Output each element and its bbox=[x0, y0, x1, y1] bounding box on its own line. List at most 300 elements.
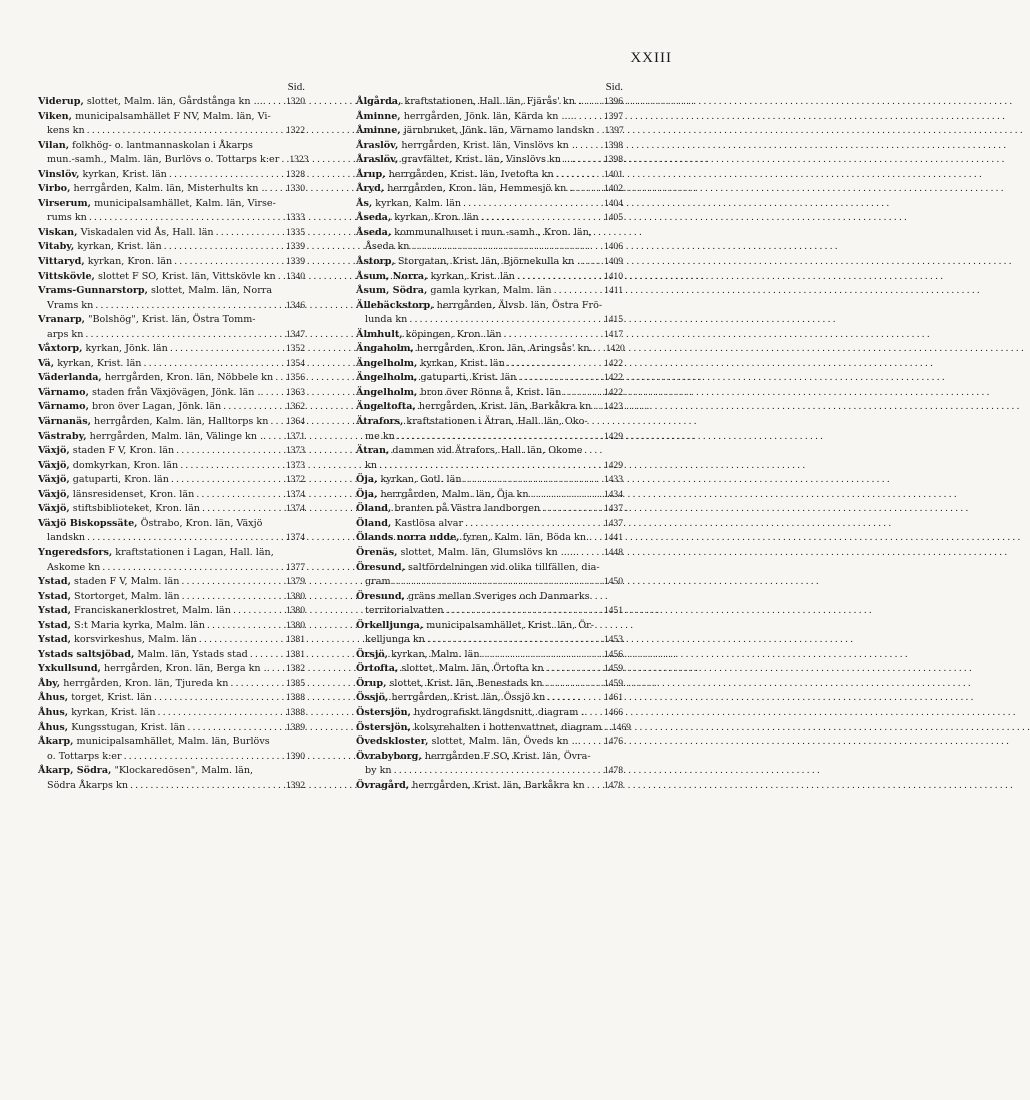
entry-line bbox=[356, 459, 623, 474]
entry-line bbox=[38, 255, 305, 270]
entry-text: länsresidenset, Kron. län bbox=[72, 488, 195, 500]
entry-line bbox=[356, 633, 623, 648]
entry-text: gravfältet, Krist. län, Vinslövs kn .... bbox=[401, 154, 577, 166]
entry-name: Ås, bbox=[356, 197, 373, 209]
entry-text: staden F V, Malm. län bbox=[74, 576, 180, 588]
entry-text: municipalsamhället F NV, Malm. län, Vi- bbox=[75, 110, 271, 122]
entry-line bbox=[38, 764, 305, 779]
entry-line bbox=[356, 488, 623, 503]
entry-text: torget, Krist. län bbox=[71, 692, 152, 704]
entry-line bbox=[38, 546, 305, 561]
entry-name: Ängelholm, bbox=[356, 357, 418, 369]
entry-line bbox=[356, 750, 623, 765]
entry-name: Ystads saltsjöbad, bbox=[38, 648, 135, 660]
entry-line bbox=[356, 284, 623, 299]
entry-text: herrgården, Kalm. län, Misterhults kn .. bbox=[73, 183, 268, 195]
page-column-header: Sid. bbox=[605, 81, 623, 93]
leader-dots bbox=[202, 502, 284, 517]
entry-name: Växjö, bbox=[38, 474, 70, 486]
leader-dots bbox=[577, 182, 601, 197]
entry-line bbox=[38, 284, 305, 299]
entry-text: herrgården, Kron. län, Tjureda kn bbox=[63, 677, 229, 689]
entry-line bbox=[356, 197, 623, 212]
entry-name: Ystad, bbox=[38, 576, 71, 588]
entry-text: by kn bbox=[365, 765, 392, 777]
leader-dots bbox=[170, 342, 284, 357]
index-entry bbox=[356, 182, 623, 197]
leader-dots bbox=[598, 342, 604, 357]
leader-dots bbox=[182, 590, 284, 605]
entry-line bbox=[38, 735, 305, 750]
entry-line bbox=[356, 706, 623, 721]
page-column-header: Sid. bbox=[287, 81, 305, 93]
leader-dots bbox=[589, 706, 601, 721]
entry-page-number: 1379 bbox=[285, 576, 305, 588]
entry-page-number: 1433 bbox=[603, 474, 623, 486]
entry-name: Vilan, bbox=[38, 139, 70, 151]
entry-line bbox=[38, 721, 305, 736]
index-entry bbox=[356, 299, 623, 328]
entry-name: Åstorp, bbox=[356, 256, 395, 268]
leader-dots bbox=[393, 575, 602, 590]
entry-text: herrgården, Malm. län, Välinge kn .. bbox=[89, 430, 267, 442]
entry-name: Öresund, bbox=[356, 590, 405, 602]
index-entry bbox=[38, 430, 305, 445]
entry-name: Virserum, bbox=[38, 197, 91, 209]
entry-name: Växjö Biskopssäte, bbox=[38, 517, 138, 529]
entry-text: municipalsamhället, Malm. län, Burlövs bbox=[76, 736, 270, 748]
entry-text: S:t Maria kyrka, Malm. län bbox=[74, 619, 205, 631]
entry-name: Åby, bbox=[38, 677, 61, 689]
index-entry bbox=[38, 444, 305, 459]
leader-dots bbox=[580, 139, 602, 154]
entry-name: Åkarp, bbox=[38, 736, 74, 748]
entry-line bbox=[356, 342, 623, 357]
leader-dots bbox=[593, 400, 602, 415]
entry-page-number: 1434 bbox=[603, 488, 623, 500]
entry-line bbox=[356, 110, 623, 125]
entry-text: o. Tottarps k:er bbox=[47, 750, 122, 762]
index-entry bbox=[38, 371, 305, 386]
leader-dots bbox=[89, 211, 284, 226]
entry-text: Viskadalen vid Ås, Hall. län bbox=[80, 226, 214, 238]
entry-name: Öland, bbox=[356, 517, 392, 529]
entry-name: Övedskloster, bbox=[356, 736, 429, 748]
entry-text: domkyrkan, Kron. län bbox=[72, 459, 179, 471]
entry-page-number: 1429 bbox=[603, 430, 623, 442]
leader-dots bbox=[545, 677, 602, 692]
entry-line bbox=[38, 561, 305, 576]
entry-name: Ystad, bbox=[38, 619, 71, 631]
entry-name: Ängelholm, bbox=[356, 386, 418, 398]
leader-dots bbox=[270, 182, 284, 197]
entry-page-number: 1339 bbox=[285, 241, 305, 253]
entry-text: järnbruket, Jönk. län, Värnamo landskn bbox=[403, 125, 595, 137]
entry-line bbox=[356, 430, 623, 445]
index-column-left bbox=[38, 80, 309, 793]
entry-line bbox=[38, 357, 305, 372]
entry-text: folkhög- o. lantmannaskolan i Åkarps bbox=[72, 139, 253, 151]
entry-line bbox=[356, 546, 623, 561]
entry-name: Vinslöv, bbox=[38, 168, 80, 180]
entry-page-number: 1328 bbox=[285, 168, 305, 180]
leader-dots bbox=[268, 95, 284, 110]
entry-name: Viskan, bbox=[38, 226, 78, 238]
entry-page-number: 1330 bbox=[285, 183, 305, 195]
leader-dots bbox=[542, 502, 602, 517]
entry-line bbox=[356, 211, 623, 226]
leader-dots bbox=[394, 764, 602, 779]
entry-text: bron över Lagan, Jönk. län bbox=[91, 401, 222, 413]
entry-name: Ålgårda, bbox=[356, 96, 402, 107]
entry-page-number: 1402 bbox=[603, 183, 623, 195]
index-entry bbox=[38, 488, 305, 503]
entry-name: Ällebäckstorp, bbox=[356, 299, 434, 311]
leader-dots bbox=[546, 662, 602, 677]
entry-line bbox=[356, 604, 623, 619]
leader-dots bbox=[481, 211, 602, 226]
entry-name: Åminne, bbox=[356, 110, 401, 122]
entry-name: Ängaholm, bbox=[356, 343, 414, 355]
index-entry bbox=[356, 561, 623, 590]
index-entry bbox=[38, 226, 305, 241]
entry-name: Växjö, bbox=[38, 445, 70, 457]
leader-dots bbox=[482, 648, 602, 663]
index-entry bbox=[38, 255, 305, 270]
entry-line bbox=[356, 270, 623, 285]
index-entry bbox=[38, 197, 305, 226]
index-entry bbox=[38, 182, 305, 197]
index-entry bbox=[38, 648, 305, 663]
index-entry bbox=[356, 415, 623, 444]
entry-name: Östersjön, bbox=[356, 706, 411, 718]
entry-name: Örenäs, bbox=[356, 546, 398, 558]
index-entry bbox=[356, 750, 623, 779]
entry-text: rums kn bbox=[47, 212, 87, 224]
entry-text: kyrkan, Malm. län bbox=[391, 648, 480, 660]
entry-line bbox=[38, 750, 305, 765]
entry-text: bron över Rönne å, Krist. län bbox=[420, 386, 562, 398]
entry-page-number: 1437 bbox=[603, 517, 623, 529]
leader-dots bbox=[594, 531, 602, 546]
entry-text: kyrkan, Krist. län bbox=[71, 706, 156, 718]
index-entry bbox=[356, 517, 623, 532]
index-entry bbox=[356, 153, 623, 168]
leader-dots bbox=[102, 561, 284, 576]
index-entry bbox=[38, 240, 305, 255]
entry-page-number: 1392 bbox=[285, 779, 305, 791]
entry-text: "Klockaredösen", Malm. län, bbox=[114, 765, 254, 777]
entry-name: Växjö, bbox=[38, 459, 70, 471]
leader-dots bbox=[95, 299, 284, 314]
index-entry bbox=[356, 284, 623, 299]
index-entry bbox=[356, 735, 623, 750]
index-entry bbox=[356, 662, 623, 677]
entry-page-number: 1397 bbox=[603, 110, 623, 122]
leader-dots bbox=[230, 677, 283, 692]
page-folio: XXIII bbox=[630, 50, 672, 66]
entry-text: Vrams kn bbox=[47, 299, 94, 311]
entry-text: kyrkan, Krist. län bbox=[77, 241, 162, 253]
entry-line bbox=[356, 662, 623, 677]
entry-page-number: 1347 bbox=[285, 328, 305, 340]
entry-line bbox=[356, 400, 623, 415]
entry-text: korsvirkeshus, Malm. län bbox=[74, 634, 197, 646]
entry-text: staden F V, Kron. län bbox=[72, 445, 175, 457]
index-entry bbox=[356, 619, 623, 648]
entry-page-number: 1356 bbox=[285, 372, 305, 384]
entry-line bbox=[38, 153, 309, 168]
entry-page-number: 1397 bbox=[604, 125, 624, 137]
entry-page-number: 1374 bbox=[285, 532, 305, 544]
entry-page-number: 1441 bbox=[603, 532, 623, 544]
entry-page-number: 1476 bbox=[603, 736, 623, 748]
entry-line bbox=[38, 226, 305, 241]
index-entry bbox=[356, 197, 623, 212]
index-entry bbox=[38, 662, 305, 677]
entry-name: Ystad, bbox=[38, 605, 71, 617]
leader-dots bbox=[464, 473, 602, 488]
index-entry bbox=[356, 546, 623, 561]
leader-dots bbox=[379, 459, 602, 474]
entry-line bbox=[38, 779, 305, 794]
entry-page-number: 1374 bbox=[285, 488, 305, 500]
entry-name: Åkarp, Södra, bbox=[38, 765, 112, 777]
entry-text: Östrabo, Kron. län, Växjö bbox=[140, 517, 263, 529]
entry-page-number: 1372 bbox=[285, 474, 305, 486]
leader-dots bbox=[463, 197, 602, 212]
entry-line bbox=[356, 328, 623, 343]
entry-text: kyrkan, Krist. län bbox=[57, 357, 142, 369]
entry-page-number: 1371 bbox=[285, 430, 305, 442]
index-entry bbox=[356, 444, 623, 473]
entry-page-number: 1417 bbox=[603, 328, 623, 340]
entry-text: herrgården, Krist. län, Ivetofta kn bbox=[388, 168, 554, 180]
entry-page-number: 1340 bbox=[285, 270, 305, 282]
entry-name: Vittaryd, bbox=[38, 256, 85, 268]
entry-text: arps kn bbox=[47, 328, 84, 340]
entry-page-number: 1380 bbox=[285, 605, 305, 617]
entry-page-number: 1333 bbox=[285, 212, 305, 224]
leader-dots bbox=[278, 270, 284, 285]
entry-line bbox=[38, 444, 305, 459]
entry-name: Växjö, bbox=[38, 488, 70, 500]
index-entry bbox=[38, 473, 305, 488]
leader-dots bbox=[585, 255, 601, 270]
index-entry bbox=[38, 168, 305, 183]
entry-line bbox=[38, 110, 305, 125]
entry-text: köpingen, Kron. län bbox=[405, 328, 502, 340]
entry-text: municipalsamhället, Kalm. län, Virse- bbox=[94, 197, 276, 209]
entry-text: herrgården, Krist. län, Össjö kn bbox=[391, 692, 546, 704]
entry-text: Malm. län, Ystads stad bbox=[137, 648, 248, 660]
entry-name: Årup, bbox=[356, 168, 386, 180]
entry-name: Väderlanda, bbox=[38, 372, 102, 384]
leader-dots bbox=[518, 371, 601, 386]
entry-line bbox=[38, 517, 305, 532]
entry-page-number: 1364 bbox=[285, 416, 305, 428]
entry-name: Övrabyborg, bbox=[356, 750, 422, 762]
leader-dots bbox=[164, 240, 284, 255]
entry-text: landskn bbox=[47, 532, 86, 544]
entry-page-number: 1320 bbox=[285, 96, 305, 107]
entry-line bbox=[38, 139, 305, 154]
entry-text: gamla kyrkan, Malm. län bbox=[430, 285, 552, 297]
entry-line bbox=[38, 488, 305, 503]
entry-text: herrgården, Kalm. län, Halltorps kn bbox=[94, 416, 269, 428]
index-entry bbox=[38, 619, 305, 634]
entry-text: stiftsbiblioteket, Kron. län bbox=[72, 503, 200, 515]
index-entry bbox=[356, 139, 623, 154]
entry-text: kyrkan, Kron. län bbox=[394, 212, 479, 224]
leader-dots bbox=[547, 691, 602, 706]
leader-dots bbox=[554, 284, 603, 299]
leader-dots bbox=[85, 328, 283, 343]
entry-text: herrgården, Jönk. län, Kärda kn ..... bbox=[403, 110, 577, 122]
entry-line bbox=[38, 371, 305, 386]
entry-page-number: 1451 bbox=[603, 605, 623, 617]
entry-text: kyrkan, Krist. län bbox=[82, 168, 167, 180]
entry-text: gram bbox=[365, 576, 391, 588]
index-entry bbox=[356, 691, 623, 706]
entry-line bbox=[38, 313, 305, 328]
entry-line bbox=[356, 371, 623, 386]
entry-text: fyren, Kalm. län, Böda kn.. bbox=[462, 532, 593, 544]
entry-line bbox=[356, 168, 623, 183]
entry-line bbox=[38, 619, 305, 634]
index-entry bbox=[356, 255, 623, 270]
leader-dots bbox=[504, 328, 602, 343]
entry-page-number: 1420 bbox=[605, 343, 625, 355]
entry-page-number: 1354 bbox=[285, 357, 305, 369]
entry-text: Kastlösa alvar bbox=[394, 517, 464, 529]
index-entry bbox=[38, 313, 305, 342]
entry-line bbox=[38, 706, 305, 721]
index-entry bbox=[356, 226, 623, 255]
entry-name: Ystad, bbox=[38, 590, 71, 602]
entry-page-number: 1405 bbox=[603, 212, 623, 224]
leader-dots bbox=[465, 517, 602, 532]
leader-dots bbox=[531, 488, 602, 503]
entry-line bbox=[38, 662, 305, 677]
leader-dots bbox=[176, 444, 284, 459]
entry-text: Askome kn bbox=[47, 561, 101, 573]
entry-page-number: 1381 bbox=[285, 634, 305, 646]
entry-page-number: 1382 bbox=[285, 663, 305, 675]
entry-text: kolsyrehalten i bottenvattnet, diagram bbox=[414, 721, 602, 733]
entry-text: herrgården, Krist. län, Barkåkra kn bbox=[418, 401, 592, 413]
leader-dots bbox=[397, 430, 602, 445]
entry-page-number: 1409 bbox=[603, 256, 623, 268]
entry-text: staden från Växjövägen, Jönk. län .. bbox=[91, 386, 264, 398]
entry-line bbox=[38, 270, 305, 285]
leader-dots bbox=[180, 459, 284, 474]
entry-name: Örtofta, bbox=[356, 663, 399, 675]
entry-line bbox=[38, 473, 305, 488]
entry-line bbox=[356, 648, 623, 663]
entry-text: kraftstationen i Ätran, Hall. län, Oko- bbox=[406, 416, 588, 428]
entry-page-number: 1388 bbox=[285, 692, 305, 704]
entry-text: kyrkan, Krist. län bbox=[420, 357, 505, 369]
leader-dots bbox=[158, 706, 284, 721]
leader-dots bbox=[507, 357, 602, 372]
entry-line bbox=[38, 299, 305, 314]
index-entry bbox=[38, 691, 305, 706]
entry-page-number: 1456 bbox=[603, 648, 623, 660]
entry-line bbox=[38, 590, 305, 605]
entry-page-number: 1459 bbox=[603, 663, 623, 675]
entry-line bbox=[356, 226, 623, 241]
entry-page-number: 1362 bbox=[285, 401, 305, 413]
index-entry bbox=[356, 502, 623, 517]
index-entry bbox=[356, 779, 623, 794]
entry-text: herrgården, Krist. län, Vinslövs kn .. bbox=[401, 139, 579, 151]
entry-line bbox=[356, 182, 623, 197]
entry-page-number: 1459 bbox=[603, 677, 623, 689]
entry-line bbox=[38, 430, 305, 445]
entry-text: "Bolshög", Krist. län, Östra Tomm- bbox=[88, 314, 256, 326]
entry-name: Åseda, bbox=[356, 226, 392, 238]
entry-page-number: 1404 bbox=[603, 197, 623, 209]
entry-list bbox=[38, 95, 309, 793]
entry-name: Åsum, Södra, bbox=[356, 285, 428, 297]
leader-dots bbox=[250, 648, 284, 663]
leader-dots bbox=[270, 415, 283, 430]
index-entry bbox=[38, 633, 305, 648]
entry-line bbox=[356, 721, 631, 736]
entry-line bbox=[356, 779, 623, 794]
leader-dots bbox=[556, 168, 602, 183]
entry-name: Öresund, bbox=[356, 561, 405, 573]
entry-line bbox=[356, 575, 623, 590]
entry-page-number: 1448 bbox=[603, 546, 623, 558]
index-entry bbox=[356, 488, 623, 503]
index-entry bbox=[356, 721, 631, 736]
entry-name: Yngeredsfors, bbox=[38, 546, 113, 558]
entry-text: slottet F SO, Krist. län, Vittskövle kn bbox=[97, 270, 276, 282]
entry-page-number: 1398 bbox=[603, 139, 623, 151]
leader-dots bbox=[586, 95, 602, 110]
entry-text: saltfördelningen vid olika tillfällen, dia- bbox=[407, 561, 600, 573]
entry-line bbox=[356, 124, 623, 139]
index-entry bbox=[38, 677, 305, 692]
index-entry bbox=[38, 575, 305, 590]
entry-line bbox=[38, 459, 305, 474]
entry-text: herrgården, Malm. län, Öja kn bbox=[380, 488, 529, 500]
leader-dots bbox=[268, 430, 284, 445]
index-entry bbox=[356, 648, 623, 663]
index-entry bbox=[38, 415, 305, 430]
leader-dots bbox=[604, 721, 610, 736]
entry-text: Södra Åkarps kn bbox=[47, 779, 128, 791]
entry-page-number: 1401 bbox=[603, 168, 623, 180]
entry-line bbox=[38, 415, 305, 430]
entry-line bbox=[38, 182, 305, 197]
entry-name: Öja, bbox=[356, 474, 378, 486]
entry-name: Vittskövle, bbox=[38, 270, 95, 282]
index-entry bbox=[356, 342, 623, 357]
entry-text: Storgatan, Krist. län, Björnekulla kn .. bbox=[397, 256, 584, 268]
entry-text: slottet, Malm. län, Gårdstånga kn .... bbox=[86, 96, 266, 107]
entry-name: Ängelholm, bbox=[356, 372, 418, 384]
leader-dots bbox=[87, 124, 284, 139]
entry-name: Åraslöv, bbox=[356, 154, 399, 166]
entry-line bbox=[38, 197, 305, 212]
entry-line bbox=[356, 139, 623, 154]
index-entry bbox=[38, 139, 309, 168]
entry-name: Vrams-Gunnarstorp, bbox=[38, 285, 148, 297]
entry-text: hydrografiskt längdsnitt, diagram .. bbox=[414, 706, 588, 718]
